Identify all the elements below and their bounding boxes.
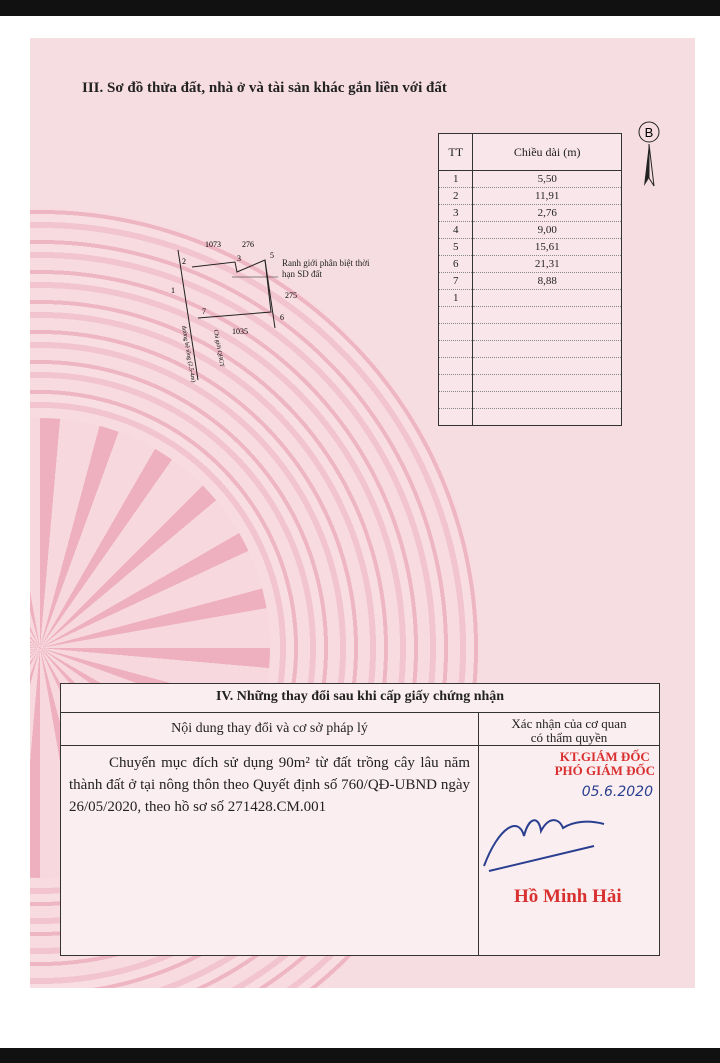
- row-tt: 1: [439, 171, 473, 188]
- header-tt: TT: [439, 134, 473, 171]
- length-row: [439, 409, 622, 426]
- length-row: [439, 171, 622, 188]
- row-length: 8,88: [473, 273, 622, 290]
- point-3: 3: [237, 254, 241, 263]
- row-tt: 1: [439, 290, 473, 307]
- length-row: [439, 273, 622, 290]
- row-tt: [439, 392, 473, 409]
- row-length: [473, 409, 622, 426]
- row-length: 5,50: [473, 171, 622, 188]
- bottom-bar: [0, 1048, 720, 1063]
- length-row: [439, 392, 622, 409]
- stamp-title-2: PHÓ GIÁM ĐỐC: [554, 763, 655, 778]
- land-plot-sketch: [170, 230, 370, 410]
- signature-icon: [479, 806, 619, 876]
- row-tt: 6: [439, 256, 473, 273]
- row-length: [473, 341, 622, 358]
- row-tt: 7: [439, 273, 473, 290]
- north-compass-icon: [636, 120, 662, 190]
- length-row: [439, 222, 622, 239]
- row-length: [473, 358, 622, 375]
- row-length: [473, 324, 622, 341]
- road-label: đường bê tông (2.5-4m): [180, 325, 196, 383]
- point-2: 2: [182, 257, 186, 266]
- row-length: [473, 307, 622, 324]
- row-tt: [439, 341, 473, 358]
- row-length: [473, 290, 622, 307]
- parcel-1073: 1073: [205, 240, 221, 249]
- col-content-header: Nội dung thay đổi và cơ sở pháp lý: [61, 713, 479, 746]
- row-tt: [439, 409, 473, 426]
- row-length: 9,00: [473, 222, 622, 239]
- row-length: 11,91: [473, 188, 622, 205]
- signature-date: 05.6.2020: [581, 784, 653, 800]
- row-tt: 2: [439, 188, 473, 205]
- row-tt: [439, 307, 473, 324]
- length-row: [439, 375, 622, 392]
- length-row: [439, 290, 622, 307]
- length-row: [439, 205, 622, 222]
- length-row: [439, 256, 622, 273]
- point-6: 6: [280, 313, 284, 322]
- row-tt: [439, 358, 473, 375]
- change-content: [61, 746, 479, 956]
- length-row: [439, 358, 622, 375]
- length-row: [439, 324, 622, 341]
- changes-table: [60, 683, 660, 956]
- section4-title: IV. Những thay đổi sau khi cấp giấy chứng nhận: [61, 684, 660, 713]
- row-tt: 5: [439, 239, 473, 256]
- length-row: [439, 341, 622, 358]
- planning-line-label: Chỉ giới QHGT: [212, 329, 225, 368]
- row-length: 2,76: [473, 205, 622, 222]
- length-row: [439, 307, 622, 324]
- parcel-276: 276: [242, 240, 254, 249]
- row-length: 21,31: [473, 256, 622, 273]
- top-bar: [0, 0, 720, 16]
- point-7: 7: [202, 307, 206, 316]
- col-confirm-header: Xác nhận của cơ quan có thẩm quyền: [479, 713, 660, 746]
- row-length: 15,61: [473, 239, 622, 256]
- point-5: 5: [270, 251, 274, 260]
- row-tt: [439, 375, 473, 392]
- compass-label: B: [644, 125, 654, 140]
- point-1: 1: [171, 286, 175, 295]
- edge-length-table: [438, 133, 622, 426]
- header-length: Chiều dài (m): [473, 134, 622, 171]
- stamp-title-1: KT.GIÁM ĐỐC: [559, 749, 650, 764]
- row-tt: 4: [439, 222, 473, 239]
- section3-title: III. Sơ đồ thửa đất, nhà ở và tài sản khác gắn liền với đất: [82, 80, 447, 96]
- parcel-1035: 1035: [232, 327, 248, 336]
- row-tt: 3: [439, 205, 473, 222]
- row-length: [473, 392, 622, 409]
- length-row: [439, 239, 622, 256]
- row-length: [473, 375, 622, 392]
- signer-name: Hồ Minh Hải: [514, 886, 622, 907]
- row-tt: [439, 324, 473, 341]
- confirmation-cell: [479, 746, 660, 956]
- change-text: Chuyển mục đích sử dụng 90m² từ đất trồng cây lâu năm thành đất ở tại nông thôn theo Quyết định số 760/QĐ-UBND ngày 26/05/2020, theo hồ sơ số 271428.CM.001: [69, 755, 470, 815]
- parcel-275: 275: [285, 291, 297, 300]
- length-row: [439, 188, 622, 205]
- boundary-note: Ranh giới phân biệt thời hạn SD đất: [282, 258, 370, 279]
